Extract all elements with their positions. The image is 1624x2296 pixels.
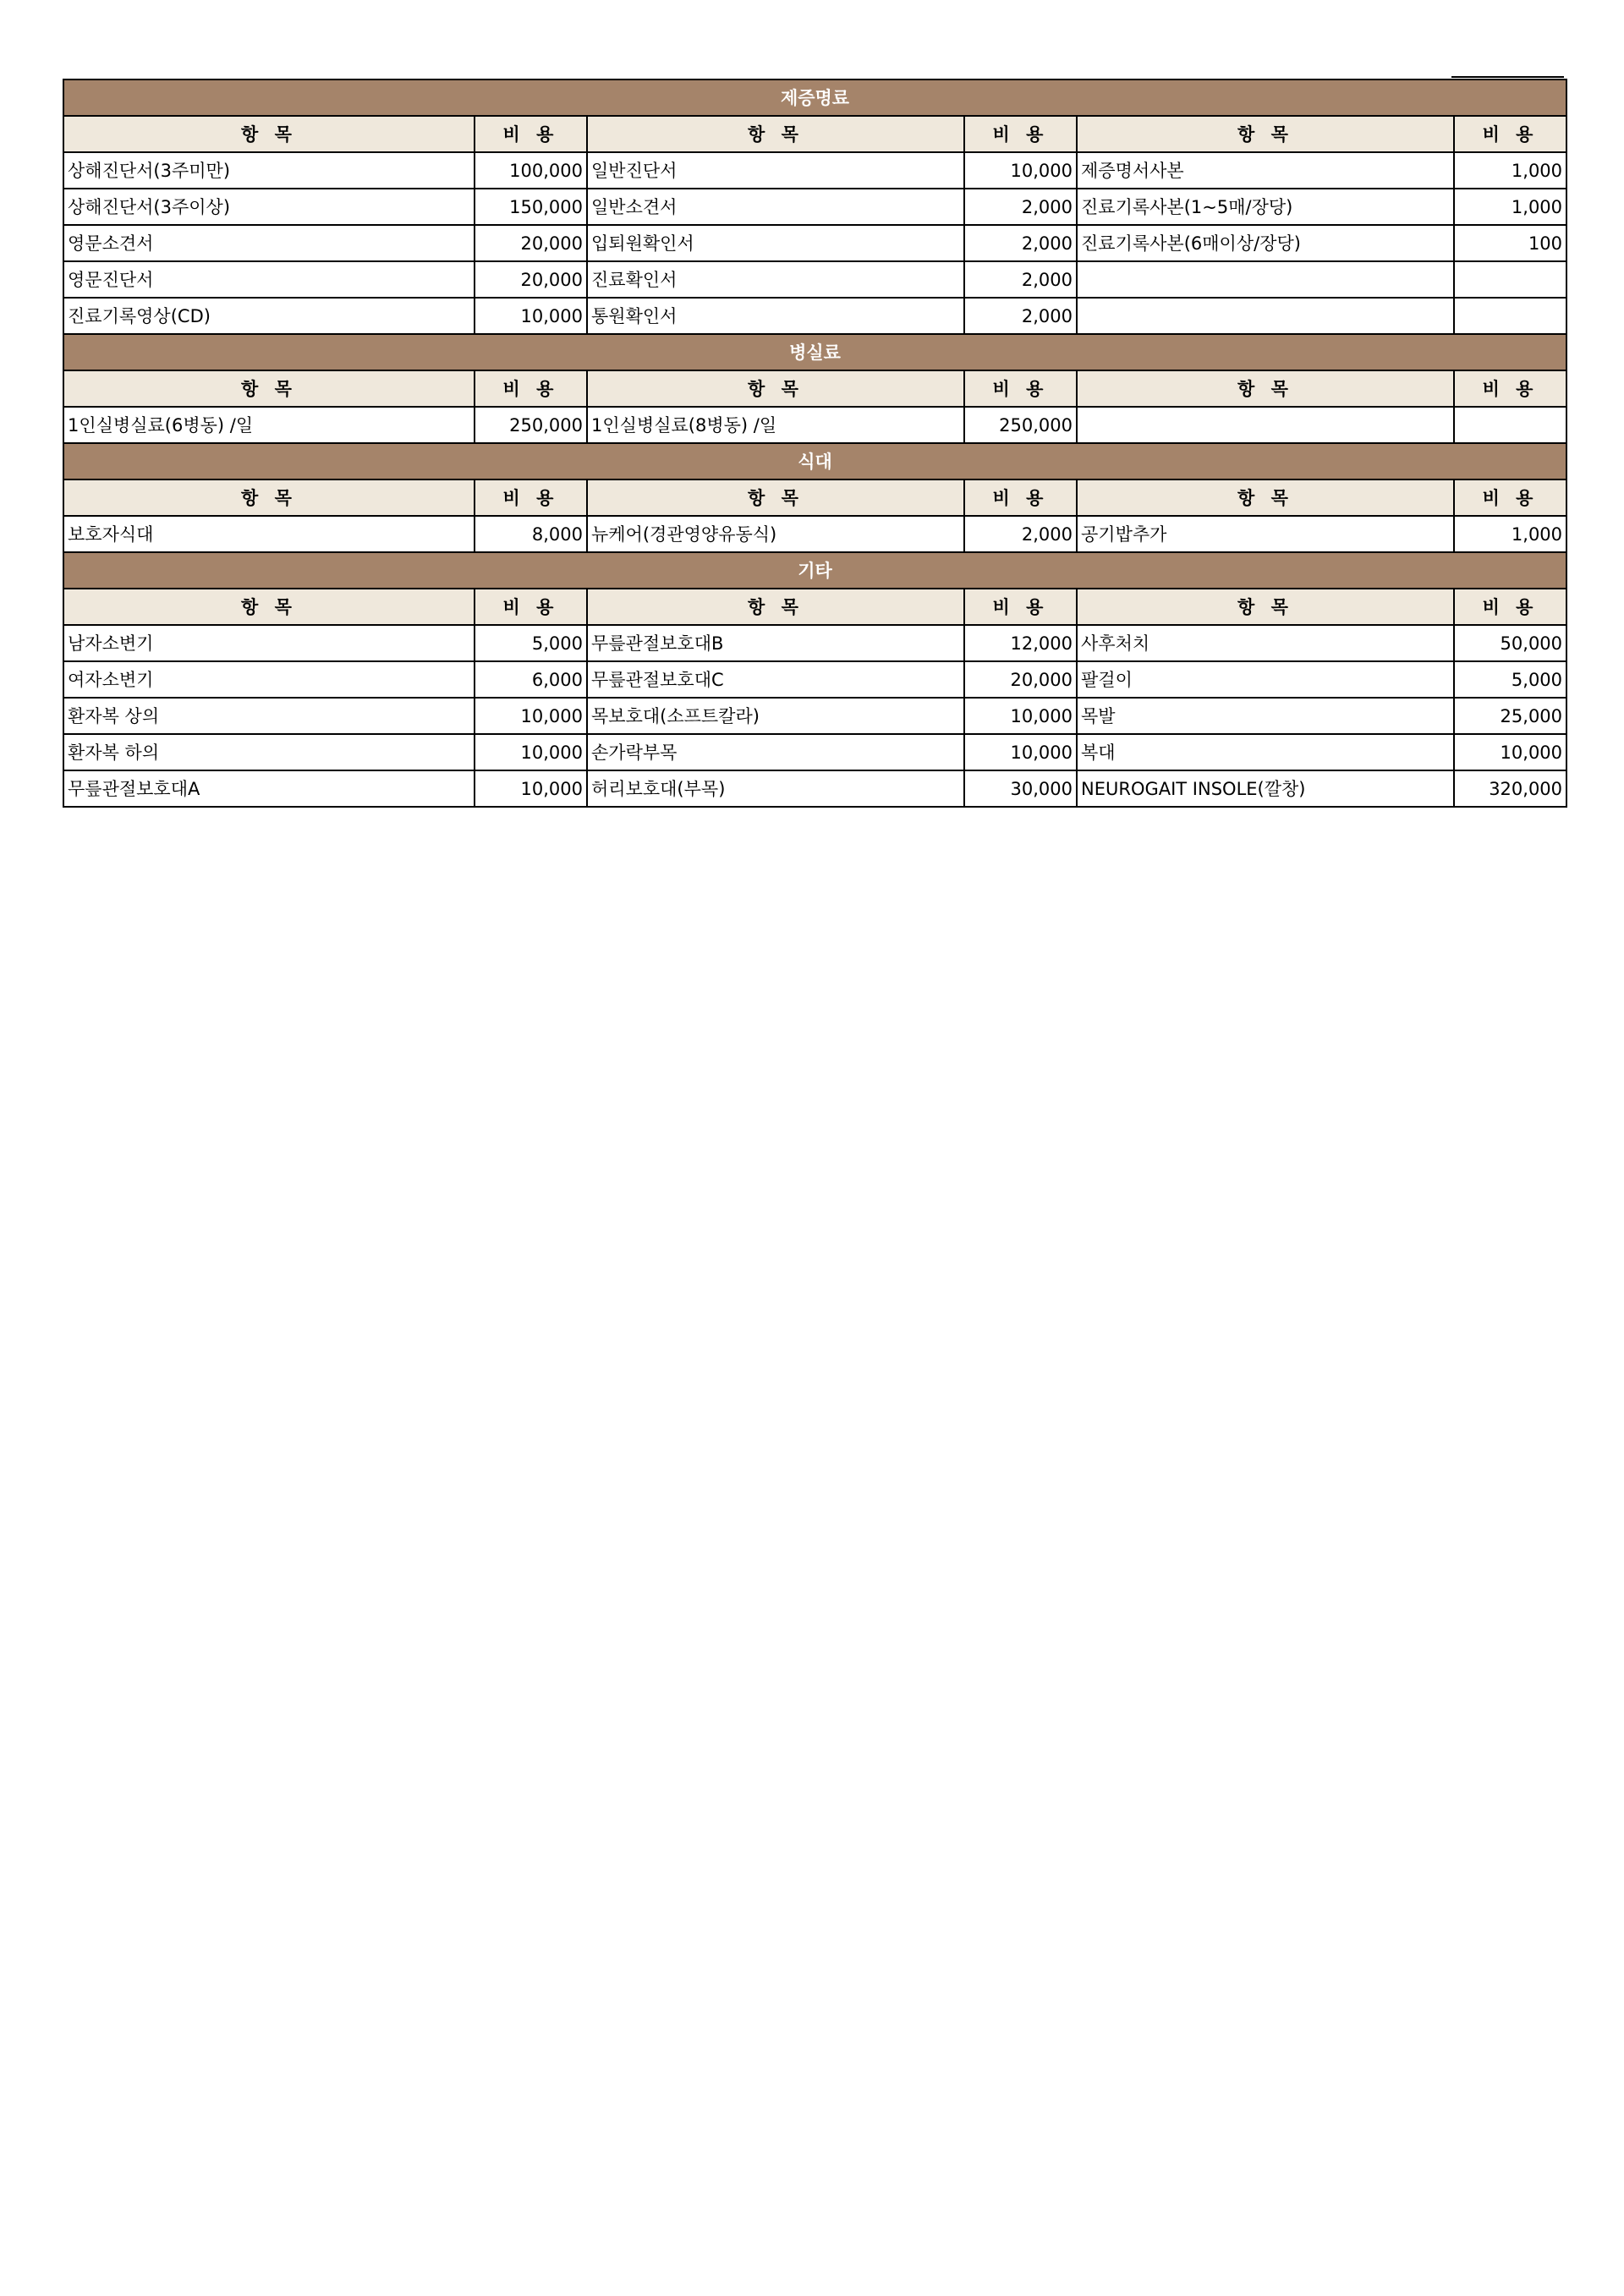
cost-cell: 250,000 [964, 407, 1077, 443]
cost-column-header: 비 용 [475, 370, 587, 407]
item-cell: 영문소견서 [63, 225, 475, 261]
item-cell: 일반진단서 [587, 152, 964, 189]
item-cell: 뉴케어(경관영양유동식) [587, 516, 964, 552]
item-cell: 무릎관절보호대B [587, 625, 964, 661]
item-cell [1077, 298, 1454, 334]
table-row [63, 698, 1566, 734]
cost-cell: 1,000 [1454, 152, 1566, 189]
item-cell: 목발 [1077, 698, 1454, 734]
table-row [63, 407, 1566, 443]
table-row [63, 298, 1566, 334]
item-column-header: 항 목 [587, 479, 964, 516]
cost-cell: 20,000 [475, 261, 587, 298]
item-column-header: 항 목 [587, 370, 964, 407]
cost-cell: 2,000 [964, 261, 1077, 298]
cost-cell: 10,000 [964, 698, 1077, 734]
column-header-row [63, 479, 1566, 516]
item-column-header: 항 목 [1077, 589, 1454, 625]
item-cell: 1인실병실료(6병동) /일 [63, 407, 475, 443]
table-row [63, 770, 1566, 807]
item-cell: 영문진단서 [63, 261, 475, 298]
item-cell: 환자복 하의 [63, 734, 475, 770]
section-header-row [63, 79, 1566, 116]
table-row [63, 152, 1566, 189]
cost-cell: 250,000 [475, 407, 587, 443]
cost-column-header: 비 용 [964, 479, 1077, 516]
fee-table-body [63, 79, 1566, 807]
fee-table [63, 79, 1567, 808]
cost-cell [1454, 261, 1566, 298]
cost-cell: 150,000 [475, 189, 587, 225]
item-cell: 진료확인서 [587, 261, 964, 298]
item-cell: 입퇴원확인서 [587, 225, 964, 261]
item-column-header: 항 목 [587, 589, 964, 625]
cost-cell: 1,000 [1454, 189, 1566, 225]
cost-cell: 25,000 [1454, 698, 1566, 734]
table-row [63, 261, 1566, 298]
item-cell: 팔걸이 [1077, 661, 1454, 698]
cost-cell: 2,000 [964, 225, 1077, 261]
item-cell: 여자소변기 [63, 661, 475, 698]
section-header-row [63, 443, 1566, 479]
cost-cell [1454, 298, 1566, 334]
cost-column-header: 비 용 [1454, 116, 1566, 152]
item-cell: 무릎관절보호대A [63, 770, 475, 807]
cost-cell: 5,000 [475, 625, 587, 661]
table-row [63, 189, 1566, 225]
item-cell: 통원확인서 [587, 298, 964, 334]
item-cell: 남자소변기 [63, 625, 475, 661]
cost-cell: 20,000 [475, 225, 587, 261]
table-row [63, 625, 1566, 661]
section-header-row [63, 552, 1566, 589]
cost-column-header: 비 용 [475, 479, 587, 516]
item-column-header: 항 목 [587, 116, 964, 152]
section-title: 식대 [63, 443, 1566, 479]
cost-cell: 10,000 [964, 734, 1077, 770]
cost-cell: 100,000 [475, 152, 587, 189]
item-cell: 진료기록사본(1~5매/장당) [1077, 189, 1454, 225]
table-row [63, 661, 1566, 698]
cost-column-header: 비 용 [964, 370, 1077, 407]
item-cell: 보호자식대 [63, 516, 475, 552]
cost-cell: 320,000 [1454, 770, 1566, 807]
item-cell: 복대 [1077, 734, 1454, 770]
cost-column-header: 비 용 [1454, 589, 1566, 625]
cost-column-header: 비 용 [1454, 370, 1566, 407]
top-border-line [1451, 76, 1564, 78]
cost-cell: 2,000 [964, 298, 1077, 334]
cost-cell: 12,000 [964, 625, 1077, 661]
item-column-header: 항 목 [63, 370, 475, 407]
item-column-header: 항 목 [1077, 370, 1454, 407]
item-cell [1077, 261, 1454, 298]
cost-column-header: 비 용 [475, 589, 587, 625]
item-cell: 상해진단서(3주이상) [63, 189, 475, 225]
column-header-row [63, 370, 1566, 407]
cost-cell: 10,000 [475, 298, 587, 334]
table-row [63, 734, 1566, 770]
cost-cell: 100 [1454, 225, 1566, 261]
item-column-header: 항 목 [63, 479, 475, 516]
item-cell: 진료기록영상(CD) [63, 298, 475, 334]
table-row [63, 225, 1566, 261]
item-cell: 손가락부목 [587, 734, 964, 770]
item-column-header: 항 목 [1077, 116, 1454, 152]
item-cell: 1인실병실료(8병동) /일 [587, 407, 964, 443]
item-cell: 사후처치 [1077, 625, 1454, 661]
item-column-header: 항 목 [63, 116, 475, 152]
item-cell: 일반소견서 [587, 189, 964, 225]
item-cell: NEUROGAIT INSOLE(깔창) [1077, 770, 1454, 807]
item-cell: 허리보호대(부목) [587, 770, 964, 807]
cost-cell: 1,000 [1454, 516, 1566, 552]
section-title: 제증명료 [63, 79, 1566, 116]
cost-cell: 2,000 [964, 516, 1077, 552]
cost-cell: 10,000 [1454, 734, 1566, 770]
item-cell: 목보호대(소프트칼라) [587, 698, 964, 734]
item-cell: 환자복 상의 [63, 698, 475, 734]
cost-cell: 20,000 [964, 661, 1077, 698]
cost-cell: 2,000 [964, 189, 1077, 225]
cost-cell [1454, 407, 1566, 443]
section-title: 병실료 [63, 334, 1566, 370]
item-column-header: 항 목 [1077, 479, 1454, 516]
item-cell: 무릎관절보호대C [587, 661, 964, 698]
item-cell: 진료기록사본(6매이상/장당) [1077, 225, 1454, 261]
item-column-header: 항 목 [63, 589, 475, 625]
section-title: 기타 [63, 552, 1566, 589]
cost-cell: 10,000 [475, 698, 587, 734]
column-header-row [63, 116, 1566, 152]
cost-cell: 6,000 [475, 661, 587, 698]
cost-column-header: 비 용 [964, 116, 1077, 152]
item-cell: 상해진단서(3주미만) [63, 152, 475, 189]
column-header-row [63, 589, 1566, 625]
cost-cell: 10,000 [964, 152, 1077, 189]
cost-column-header: 비 용 [1454, 479, 1566, 516]
item-cell: 공기밥추가 [1077, 516, 1454, 552]
cost-cell: 8,000 [475, 516, 587, 552]
item-cell: 제증명서사본 [1077, 152, 1454, 189]
section-header-row [63, 334, 1566, 370]
cost-cell: 30,000 [964, 770, 1077, 807]
item-cell [1077, 407, 1454, 443]
table-row [63, 516, 1566, 552]
cost-column-header: 비 용 [475, 116, 587, 152]
cost-cell: 50,000 [1454, 625, 1566, 661]
cost-cell: 5,000 [1454, 661, 1566, 698]
cost-cell: 10,000 [475, 770, 587, 807]
cost-column-header: 비 용 [964, 589, 1077, 625]
cost-cell: 10,000 [475, 734, 587, 770]
